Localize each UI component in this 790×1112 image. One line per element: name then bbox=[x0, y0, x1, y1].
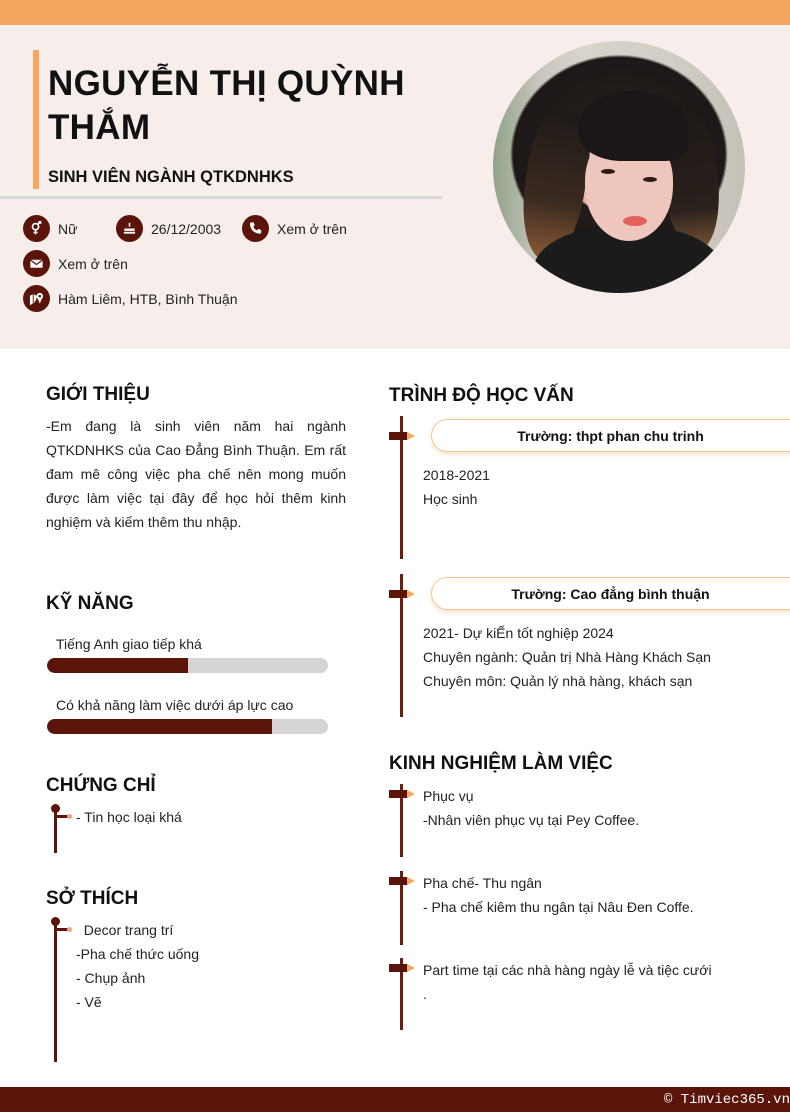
name-accent-bar bbox=[33, 50, 39, 189]
education-title: TRÌNH ĐỘ HỌC VẤN bbox=[389, 385, 574, 406]
education-detail: Học sinh bbox=[423, 491, 478, 507]
hobby-item: Decor trang trí bbox=[76, 922, 174, 938]
birthday-value: 26/12/2003 bbox=[151, 220, 222, 237]
skill-item bbox=[47, 636, 328, 673]
email-value: Xem ở trên bbox=[58, 255, 128, 272]
timeline-marker bbox=[389, 964, 415, 972]
info-email bbox=[23, 250, 128, 277]
timeline-dot bbox=[51, 804, 60, 813]
top-accent-bar bbox=[0, 0, 790, 25]
timeline-marker bbox=[389, 590, 415, 598]
hobby-item: - Vẽ bbox=[76, 994, 102, 1010]
skill-progress-bar bbox=[47, 719, 328, 734]
timeline-tip bbox=[67, 927, 72, 932]
address-value: Hàm Liêm, HTB, Bình Thuận bbox=[58, 290, 238, 307]
education-detail: Chuyên ngành: Quản trị Nhà Hàng Khách Sạn bbox=[423, 649, 711, 665]
experience-position: Part time tại các nhà hàng ngày lễ và tiệc cưới bbox=[423, 962, 712, 978]
info-phone bbox=[242, 215, 347, 242]
school-name-pill: Trường: Cao đẳng bình thuận bbox=[431, 577, 790, 610]
timeline-marker bbox=[389, 790, 415, 798]
experience-description: . bbox=[423, 986, 427, 1002]
skill-label: Có khả năng làm việc dưới áp lực cao bbox=[56, 697, 294, 713]
envelope-icon bbox=[23, 250, 50, 277]
hobby-item: -Pha chế thức uống bbox=[76, 946, 200, 962]
info-birthday bbox=[116, 215, 221, 242]
footer-copyright: © Timviec365.vn bbox=[663, 1092, 790, 1108]
education-period: 2018-2021 bbox=[423, 467, 490, 483]
certificate-item: - Tin học loại khá bbox=[76, 809, 182, 825]
skill-progress-bar bbox=[47, 658, 328, 673]
hobbies-timeline bbox=[54, 920, 57, 1062]
gender-icon bbox=[23, 215, 50, 242]
experience-title: KINH NGHIỆM LÀM VIỆC bbox=[389, 753, 613, 774]
intro-title: GIỚI THIỆU bbox=[46, 384, 150, 405]
info-address bbox=[23, 285, 237, 312]
header-divider bbox=[0, 196, 442, 199]
school-name-pill: Trường: thpt phan chu trinh bbox=[431, 419, 790, 452]
certificates-title: CHỨNG CHỈ bbox=[46, 775, 156, 796]
job-title: SINH VIÊN NGÀNH QTKDNHKS bbox=[48, 168, 294, 186]
experience-description: - Pha chế kiêm thu ngân tại Nâu Đen Coffe. bbox=[423, 899, 694, 915]
skill-progress-fill bbox=[47, 658, 188, 673]
hobby-item: - Chụp ảnh bbox=[76, 970, 146, 986]
map-pin-icon bbox=[23, 285, 50, 312]
info-gender bbox=[23, 215, 77, 242]
experience-description: -Nhân viên phục vụ tại Pey Coffee. bbox=[423, 812, 640, 828]
certificates-timeline bbox=[54, 807, 57, 853]
experience-position: Pha chế- Thu ngân bbox=[423, 875, 542, 891]
hobbies-title: SỞ THÍCH bbox=[46, 888, 139, 909]
gender-value: Nữ bbox=[58, 220, 78, 237]
timeline-marker bbox=[389, 877, 415, 885]
timeline-dot bbox=[51, 917, 60, 926]
experience-position: Phục vụ bbox=[423, 788, 474, 804]
skill-item bbox=[47, 697, 328, 734]
phone-icon bbox=[242, 215, 269, 242]
timeline-tip bbox=[67, 814, 72, 819]
education-period: 2021- Dự kiẾn tốt nghiệp 2024 bbox=[423, 625, 614, 641]
skills-title: KỸ NĂNG bbox=[46, 593, 134, 614]
birthday-cake-icon bbox=[116, 215, 143, 242]
candidate-name: NGUYỄN THỊ QUỲNH THẮM bbox=[48, 64, 405, 147]
intro-text: -Em đang là sinh viên năm hai ngành QTKDNHKS của Cao Đẳng Bình Thuận. Em rất đam mê công việc pha chế nên mong muốn được làm việc tại đây để học hỏi thêm kinh nghiệm và kiếm thêm thu nhập. bbox=[46, 418, 346, 530]
skill-progress-fill bbox=[47, 719, 272, 734]
footer-bar bbox=[0, 1087, 790, 1112]
timeline-marker bbox=[389, 432, 415, 440]
education-detail: Chuyên môn: Quản lý nhà hàng, khách sạn bbox=[423, 673, 693, 689]
phone-value: Xem ở trên bbox=[277, 220, 347, 237]
avatar bbox=[493, 41, 745, 293]
skill-label: Tiếng Anh giao tiếp khá bbox=[56, 636, 202, 652]
